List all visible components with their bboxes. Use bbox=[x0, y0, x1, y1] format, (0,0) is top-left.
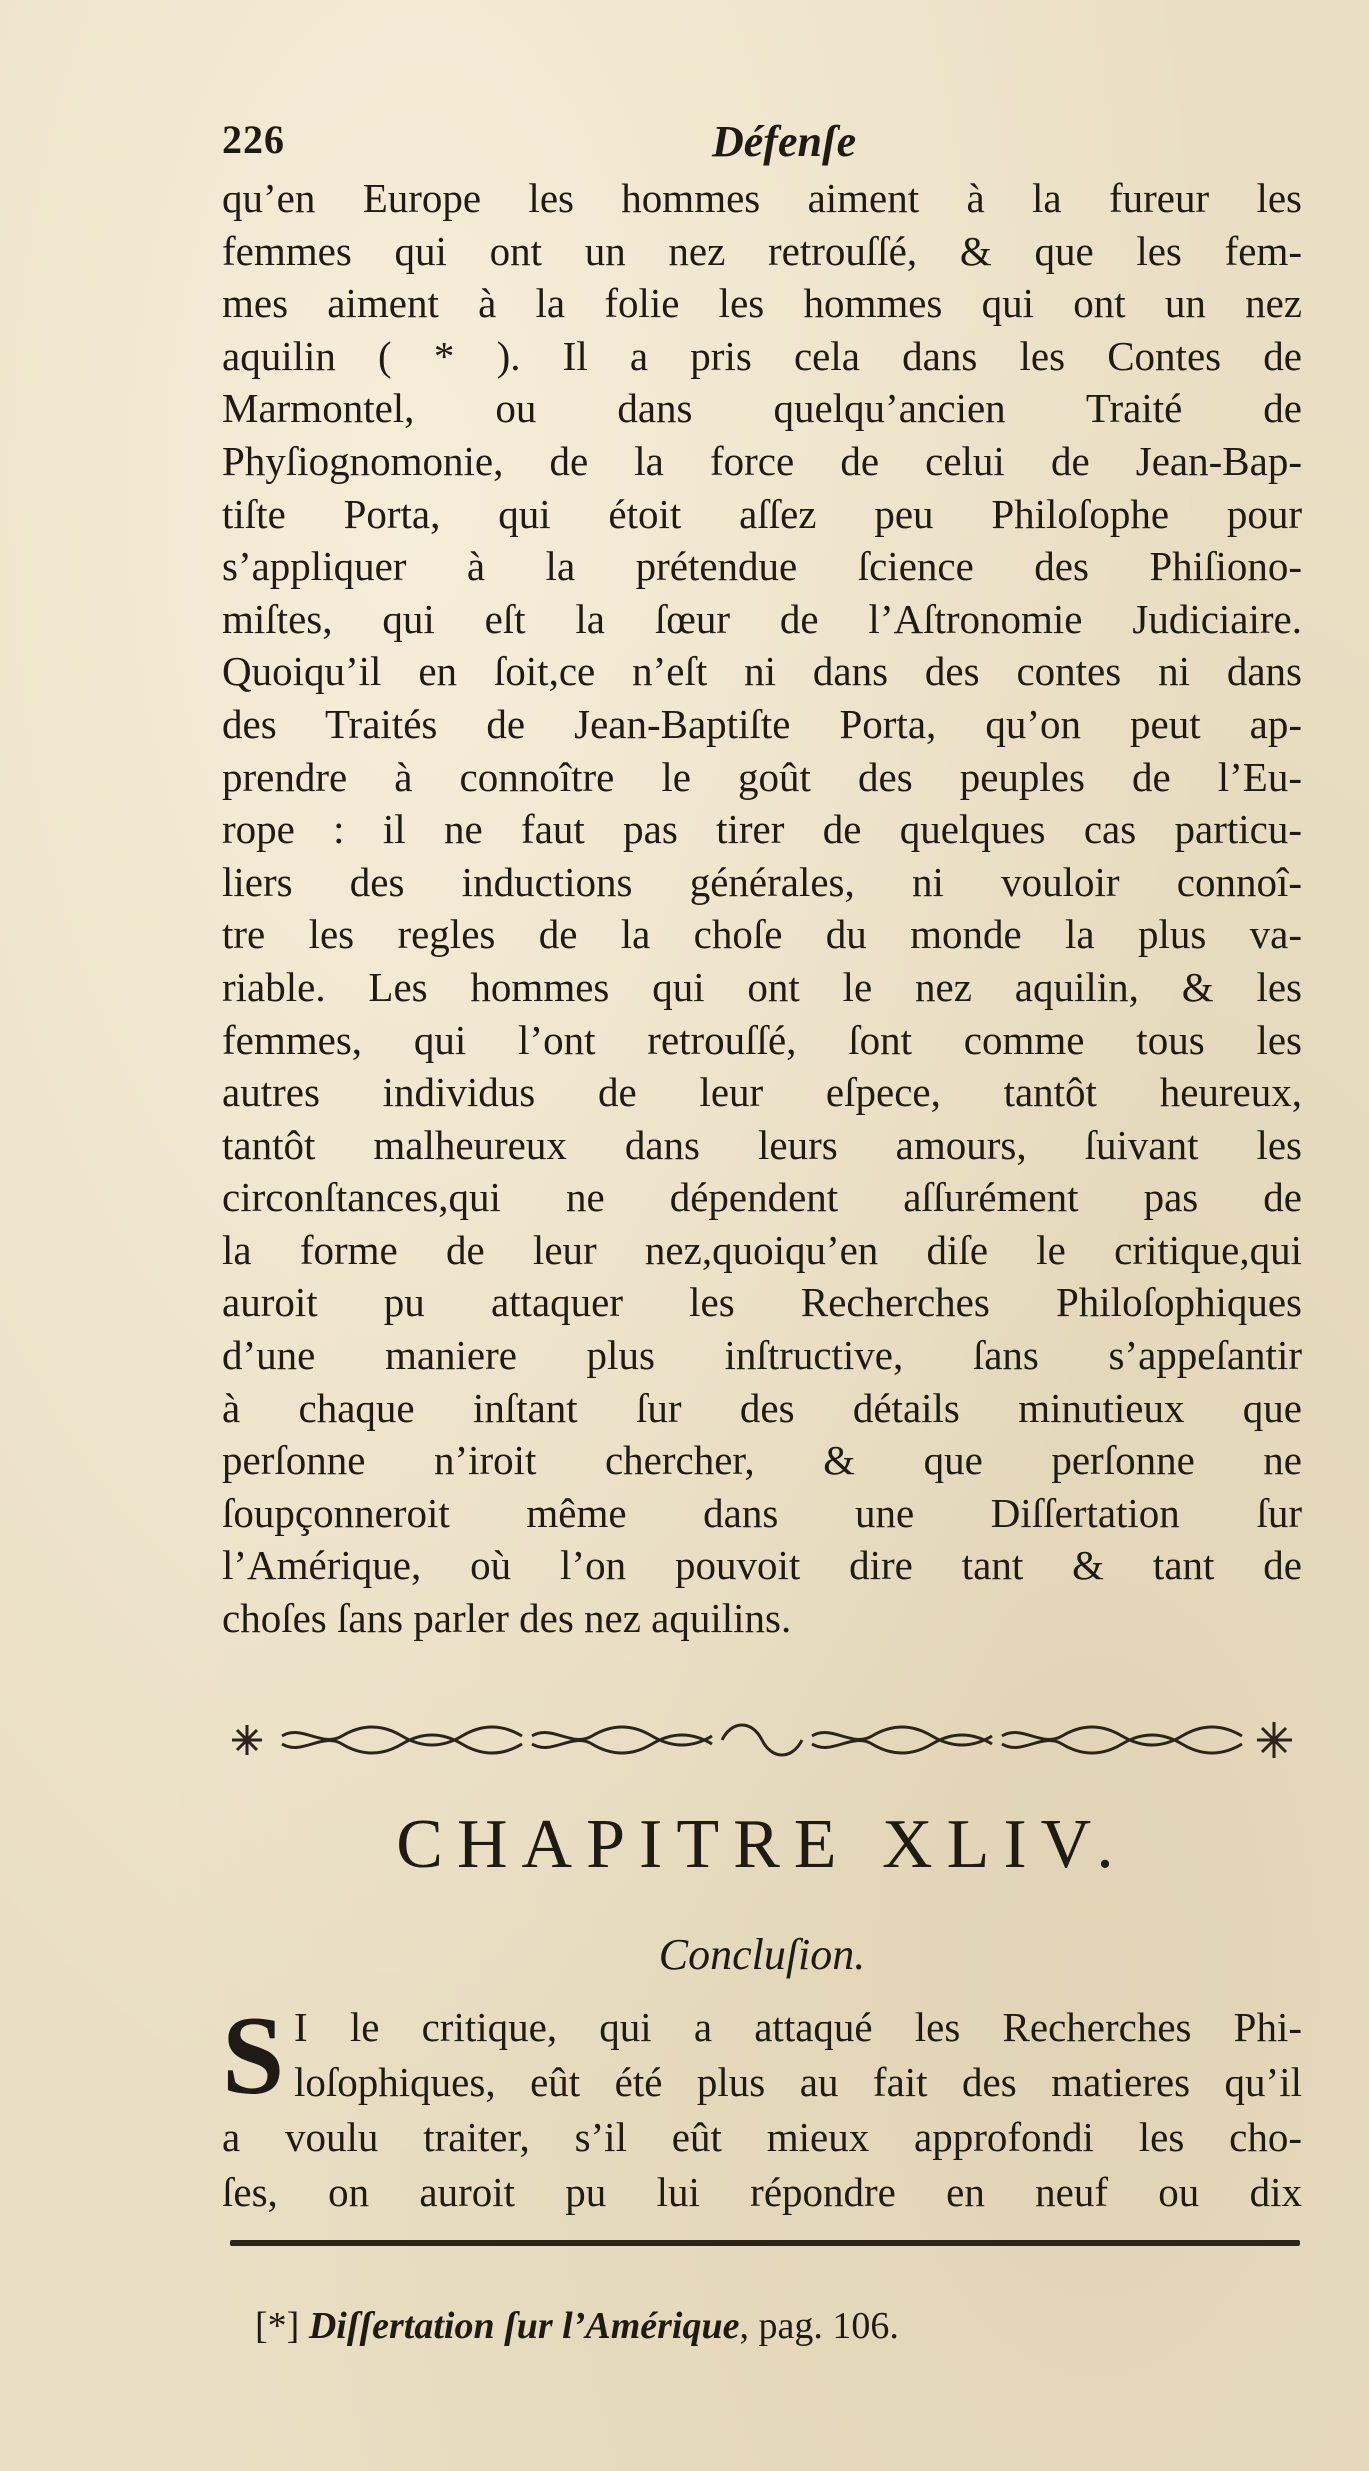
text-line: Quoiqu’il en ſoit,ce n’eſt ni dans des contes ni dans bbox=[222, 648, 1302, 695]
text-line: choſes ſans parler des nez aquilins. bbox=[222, 1595, 792, 1642]
text-line: Phyſiognomonie, de la force de celui de Jean-Bap- bbox=[222, 437, 1302, 484]
text-line: l’Amérique, où l’on pouvoit dire tant & tant de bbox=[222, 1542, 1302, 1589]
text-line: I le critique, qui a attaqué les Recherches Phi- bbox=[294, 2004, 1302, 2050]
text-line: qu’en Europe les hommes aiment à la fureur les bbox=[222, 175, 1302, 221]
text-line: ſes, on auroit pu lui répondre en neuf ou dix bbox=[222, 2169, 1302, 2215]
text-line: ſoupçonneroit même dans une Diſſertation ſur bbox=[222, 1489, 1302, 1536]
text-line: à chaque inſtant ſur des détails minutieux que bbox=[222, 1384, 1302, 1431]
text-line: circonſtances,qui ne dépendent aſſurément pas de bbox=[222, 1174, 1302, 1221]
footnote-rule bbox=[230, 2240, 1300, 2246]
text-line: aquilin ( * ). Il a pris cela dans les Contes de bbox=[222, 332, 1302, 379]
text-line: des Traités de Jean-Baptiſte Porta, qu’on peut ap- bbox=[222, 700, 1302, 747]
running-title: Défenſe bbox=[712, 117, 857, 166]
page-number: 226 bbox=[222, 117, 285, 162]
text-line: autres individus de leur eſpece, tantôt heureux, bbox=[222, 1069, 1302, 1116]
text-line: d’une maniere plus inſtructive, ſans s’appeſantir bbox=[222, 1332, 1302, 1379]
text-line: liers des inductions générales, ni vouloir connoî- bbox=[222, 858, 1302, 905]
footnote-marker: [*] bbox=[255, 2305, 300, 2347]
footnote-page-ref: , pag. 106. bbox=[739, 2305, 899, 2347]
text-line: la forme de leur nez,quoiqu’en diſe le critique,qui bbox=[222, 1226, 1302, 1273]
text-line: femmes qui ont un nez retrouſſé, & que les fem- bbox=[222, 227, 1302, 274]
chapter-subtitle: Concluſion. bbox=[658, 1930, 866, 1979]
body-text bbox=[222, 172, 1302, 1645]
text-line: tre les regles de la choſe du monde la plus va- bbox=[222, 911, 1302, 958]
text-line: rope : il ne faut pas tirer de quelques cas particu- bbox=[222, 806, 1302, 853]
text-line: riable. Les hommes qui ont le nez aquilin, & les bbox=[222, 963, 1302, 1010]
text-line: tiſte Porta, qui étoit aſſez peu Philoſophe pour bbox=[222, 490, 1302, 537]
text-line: prendre à connoître le goût des peuples de l’Eu- bbox=[222, 753, 1302, 800]
drop-cap: S bbox=[222, 1994, 285, 2118]
running-head bbox=[222, 116, 1302, 176]
footnote-title: Diſſertation ſur l’Amérique bbox=[308, 2305, 740, 2347]
text-line: perſonne n’iroit chercher, & que perſonne ne bbox=[222, 1437, 1302, 1484]
chapter-title: CHAPITRE XLIV. bbox=[396, 1806, 1128, 1883]
text-line: auroit pu attaquer les Recherches Philoſophiques bbox=[222, 1279, 1302, 1326]
text-line: loſophiques, eût été plus au fait des matieres qu’il bbox=[294, 2059, 1302, 2105]
chapter-body bbox=[222, 1994, 1302, 2220]
footnote bbox=[255, 2300, 1295, 2352]
text-line: mes aiment à la folie les hommes qui ont un nez bbox=[222, 280, 1302, 327]
text-line: femmes, qui l’ont retrouſſé, ſont comme tous les bbox=[222, 1016, 1302, 1063]
text-line: Marmontel, ou dans quelqu’ancien Traité de bbox=[222, 385, 1302, 432]
text-line: a voulu traiter, s’il eût mieux approfondi les cho- bbox=[222, 2114, 1302, 2160]
text-line: s’appliquer à la prétendue ſcience des Phiſiono- bbox=[222, 543, 1302, 590]
decorative-ornament-band bbox=[222, 1710, 1302, 1770]
text-line: tantôt malheureux dans leurs amours, ſuivant les bbox=[222, 1121, 1302, 1168]
text-line: miſtes, qui eſt la ſœur de l’Aſtronomie Judiciaire. bbox=[222, 595, 1302, 642]
